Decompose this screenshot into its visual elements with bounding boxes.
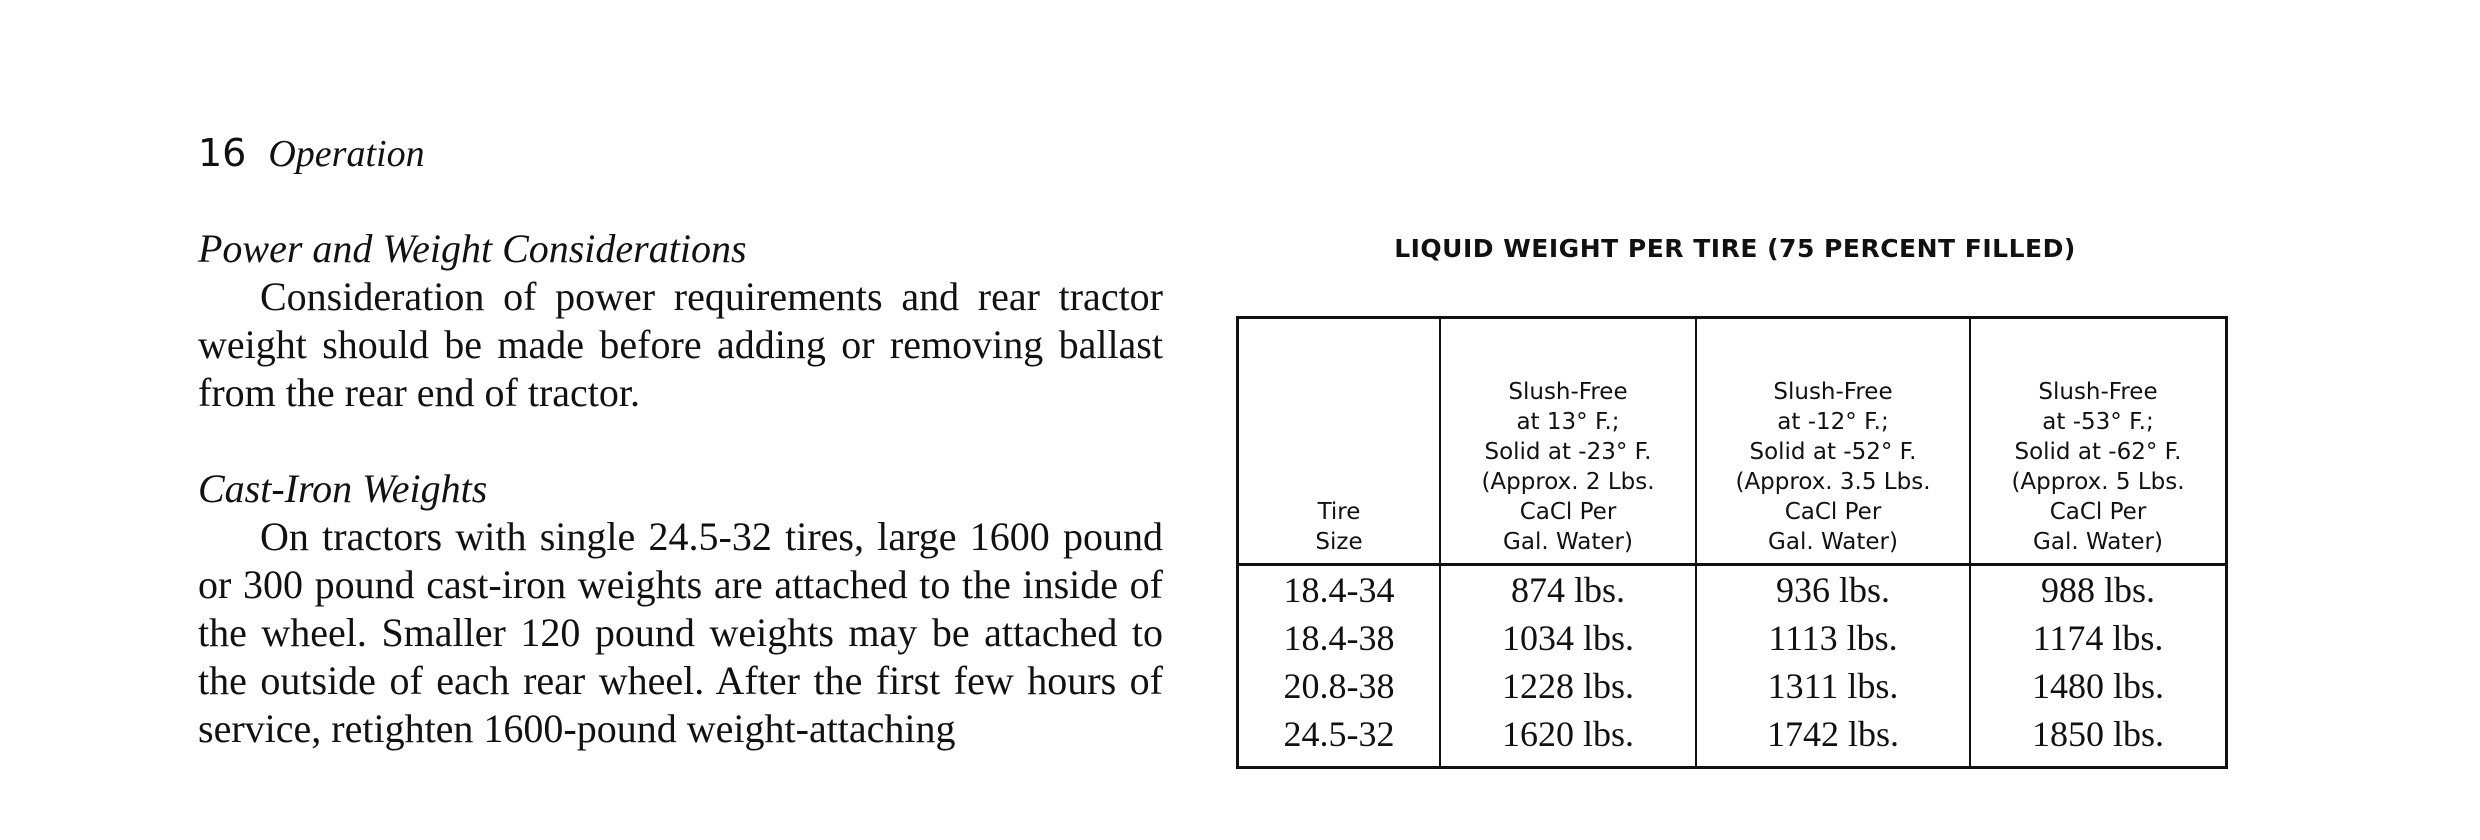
page-number: 16 <box>198 131 247 175</box>
weight-cell: 1174 lbs. <box>1970 614 2227 662</box>
weight-cell: 874 lbs. <box>1440 565 1696 615</box>
table-title: LIQUID WEIGHT PER TIRE (75 PERCENT FILLED) <box>1394 234 2076 263</box>
cast-iron-heading: Cast-Iron Weights <box>198 466 488 511</box>
weight-cell: 1113 lbs. <box>1696 614 1970 662</box>
header-tire-size: Tire Size <box>1238 318 1441 565</box>
weight-cell: 988 lbs. <box>1970 565 2227 615</box>
table-row <box>1238 662 2227 710</box>
weight-cell: 1480 lbs. <box>1970 662 2227 710</box>
tire-size-cell: 18.4-34 <box>1238 565 1441 615</box>
weight-cell: 1311 lbs. <box>1696 662 1970 710</box>
table-row <box>1238 710 2227 768</box>
header-solution-3-5lbs: Slush-Free at -12° F.; Solid at -52° F. (Approx. 3.5 Lbs. CaCl Per Gal. Water) <box>1696 318 1970 565</box>
paragraph-gap <box>198 417 1163 465</box>
liquid-weight-table-wrapper <box>1236 316 2228 769</box>
liquid-weight-table <box>1236 316 2228 769</box>
body-text-column <box>198 225 1163 753</box>
cast-iron-paragraph: On tractors with single 24.5-32 tires, large 1600 pound or 300 pound cast-iron weights are attached to the inside of the wheel. Smaller 120 pound weights may be attached to the outside of each rear wheel. After the first few hours of service, retighten 1600-pound weight-attaching <box>198 514 1163 751</box>
weight-cell: 1034 lbs. <box>1440 614 1696 662</box>
section-title: Operation <box>268 133 425 175</box>
weight-cell: 1742 lbs. <box>1696 710 1970 768</box>
weight-cell: 1620 lbs. <box>1440 710 1696 768</box>
weight-cell: 1850 lbs. <box>1970 710 2227 768</box>
weight-cell: 1228 lbs. <box>1440 662 1696 710</box>
page-header <box>198 128 425 179</box>
weight-cell: 936 lbs. <box>1696 565 1970 615</box>
table-row <box>1238 565 2227 615</box>
tire-size-cell: 18.4-38 <box>1238 614 1441 662</box>
header-solution-5lbs: Slush-Free at -53° F.; Solid at -62° F. (Approx. 5 Lbs. CaCl Per Gal. Water) <box>1970 318 2227 565</box>
table-row <box>1238 614 2227 662</box>
header-solution-2lbs: Slush-Free at 13° F.; Solid at -23° F. (Approx. 2 Lbs. CaCl Per Gal. Water) <box>1440 318 1696 565</box>
power-weight-paragraph: Consideration of power requirements and rear tractor weight should be made before adding or removing ballast from the rear end of tractor. <box>198 274 1163 415</box>
tire-size-cell: 20.8-38 <box>1238 662 1441 710</box>
power-weight-heading: Power and Weight Considerations <box>198 226 747 271</box>
tire-size-cell: 24.5-32 <box>1238 710 1441 768</box>
table-header-row <box>1238 318 2227 565</box>
